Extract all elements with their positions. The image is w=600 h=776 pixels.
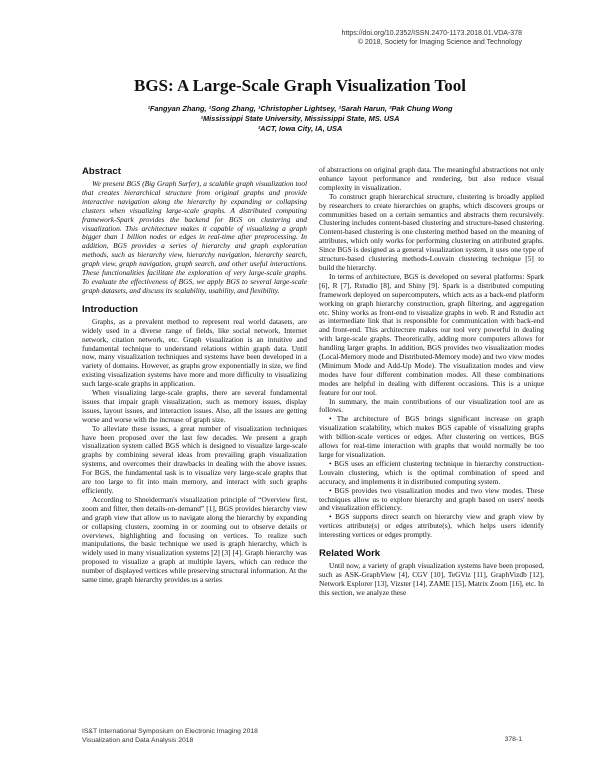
doi-header — [222, 30, 522, 47]
right-column — [319, 166, 544, 598]
abstract-heading: Abstract — [82, 166, 121, 177]
contribution-bullet-4: • BGS supports direct search on hierarchy view and graph view by vertices attribute(s) or edges attribute(s), which helps users identify interesting vertices or edges promptly. — [319, 512, 544, 540]
right-paragraph-3: In terms of architecture, BGS is developed on several platforms: Spark [6], R [7], Rstudio [8], and Shiny [9]. Spark is a distributed computing framework deployed on supercomputers, which acts as a back-end platform working on graph hierarchy construction, graph filtering, and aggregation etc. Shiny works as front-end to visualize graphs in web. R and Rstudio act as intermediate link that is responsible for communication with back-end and front-end. This architecture makes our tool very powerful in dealing with large-scale graphs. Theoretically, adding more computers allows for handling larger graphs. In addition, BGS provides two visualization modes (Local-Memory mode and Distributed-Memory mode) and two view modes (Minimum Mode and Add-Up Mode). The visualization modes and view modes have four different combination modes. All these combinations modes are helpful in dealing with different occasions. This is a unique feature for our tool. — [319, 271, 544, 397]
author-block — [0, 104, 600, 134]
abstract-section — [82, 166, 307, 296]
contribution-bullet-3: • BGS provides two visualization modes and two view modes. These techniques allow us to explore hierarchy and graph based on users' needs and visualization efficiency. — [319, 485, 544, 513]
left-column — [82, 166, 307, 585]
contribution-bullet-1: • The architecture of BGS brings significant increase on graph visualization scalability, which makes BGS capable of visualizing graphs with billion-scale vertices or edges. After clustering on vertices, BGS allows for real-time interaction with graphs that would normally be too large for visualization. — [319, 414, 544, 459]
related-work-heading: Related Work — [319, 548, 381, 560]
right-paragraph-4: In summary, the main contributions of our visualization tool are as follows. — [319, 396, 544, 415]
right-paragraph-2: To construct graph hierarchical structure, clustering is broadly applied by researchers to create hierarchies on graphs, which discovers groups or communities based on a certain semantics and abstracts them recursively. Clustering includes content-based clustering and structure-based clustering. Content-based clustering is one clustering method based on the meaning of attributes, which only works for performing clustering on attributed graphs. Since BGS is designed as a general visualization system, it uses one type of structure-based clustering methods-Louvain clustering technique [5] to build the hierarchy. — [319, 191, 544, 272]
related-work-text: Until now, a variety of graph visualization systems have been proposed, such as ASK-GraphView [4], CGV [10], TeGViz [11], GraphVizdb [12], Network Explorer [13], Vizster [14], ZAME [15], Matrix Zoom [16], etc. In this section, we analyze these — [319, 561, 544, 597]
author-names: ¹Fangyan Zhang, ¹Song Zhang, ¹Christopher Lightsey, ¹Sarah Harun, ²Pak Chung Wong — [147, 104, 453, 113]
intro-paragraph-1: Graphs, as a prevalent method to represent real world datasets, are widely used in a diverse range of fields, like social network, Internet network, citation network, etc. Graph visualization is an intuitive and fundamental technique to understand relations within graph data. Until now, many visualization techniques and systems have been developed in a variety of domains. However, as graphs grow exponentially in size, we find existing visualization systems have more and more difficulty to visualizing such large-scale graphs in application. — [82, 316, 307, 389]
paper-title: BGS: A Large-Scale Graph Visualization Tool — [133, 76, 467, 95]
affiliation-2: ²ACT, Iowa City, IA, USA — [257, 124, 343, 133]
abstract-text: We present BGS (Big Graph Surfer), a scalable graph visualization tool that creates hierarchical structure from original graphs and provide interactive navigation along the hierarchy by expanding or collapsing clusters when visualizing large-scale graphs. A distributed computing framework-Spark provides the backend for BGS on clustering and visualization. This architecture makes it capable of visualizing a graph bigger than 1 billion nodes or edges in real-time after preprocessing. In addition, BGS provides a series of hierarchy and graph exploration methods, such as hierarchy view, hierarchy navigation, hierarchy search, graph view, graph navigation, graph search, and other useful interactions. These functionalities facilitate the exploration of very large-scale graphs. To evaluate the effectiveness of BGS, we apply BGS to several large-scale graph datasets, and discuss its scalability, usability, and flexibility. — [82, 179, 307, 295]
intro-paragraph-3: To alleviate these issues, a great number of visualization techniques have been proposed over the last few decades. We present a graph visualization system called BGS which is designed to visualize large-scale graphs by combining several ideas from prevailing graph visualization systems, and overcomes their drawbacks in dealing with the above issues. For BGS, the fundamental task is to visualize very large-scale graphs that are too large to fit into main memory, and interact with such graphs efficiently. — [82, 423, 307, 495]
footer-symposium: IS&T International Symposium on Electronic Imaging 2018 — [82, 728, 258, 735]
doi-link[interactable]: https://doi.org/10.2352/ISSN.2470-1173.2018.01.VDA-378 — [341, 30, 522, 37]
right-paragraph-1: of abstractions on original graph data. The meaningful abstractions not only enhance layout performance and rendering, but also reduce visual complexity in visualization. — [319, 165, 544, 192]
copyright-line: © 2018, Society for Imaging Science and Technology — [357, 38, 522, 46]
footer-conference: Visualization and Data Analysis 2018 — [82, 736, 194, 744]
page-footer — [82, 728, 522, 745]
introduction-section — [82, 304, 307, 585]
affiliation-1: ¹Mississippi State University, Mississippi State, MS. USA — [200, 114, 400, 123]
page-number: 378-1 — [504, 736, 522, 743]
contribution-bullet-2: • BGS uses an efficient clustering technique in hierarchy construction-Louvain clustering, which is the optimal combination of speed and accuracy, and implements it in distributed computing system. — [319, 458, 544, 486]
intro-paragraph-2: When visualizing large-scale graphs, there are several fundamental issues that impair graph visualization, such as memory issues, display issues, layout issues, and interaction issues. Also, all the issues are getting worse and worse with the increase of graph size. — [82, 388, 307, 424]
introduction-heading: Introduction — [82, 303, 138, 315]
intro-paragraph-4: According to Shneiderman's visualization principle of “Overview first, zoom and filter, then details-on-demand” [1], BGS provides hierarchy view and graph view that allow us to navigate along the hierarchy by expanding or collapsing clusters, zooming in or zooming out to observe details or overviews, highlighting and focusing on vertices. To realize such manipulations, the basic technique we used is graph hierarchy, which is widely used in many visualization systems [2] [3] [4]. Graph hierarchy was proposed to visualize a graph at multiple layers, which can reduce the number of displayed vertices while preserving structural information. At the same time, graph hierarchy provides us a series — [82, 494, 307, 585]
